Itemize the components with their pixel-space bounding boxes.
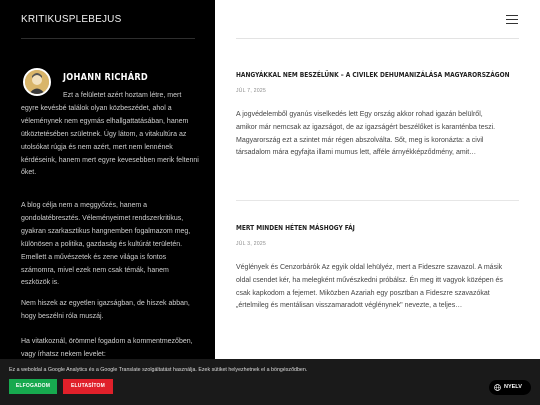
- post-excerpt: A jogvédelemből gyanús viselkedés lett Egy ország akkor rohad igazán belülről, amikor már nemcsak az igazságot, de az igazságért beszélőket is karanténba teszi. Magyarország ezt a szintet már régen abszolválta. Sőt, meg is koronázta: a civil társadalom mára egyfajta illami mumus lett, afféle árnyékképződmény, amit…: [236, 111, 496, 157]
- post-date: JÚL 7, 2025: [236, 88, 267, 94]
- post-excerpt: Véglények és Cenzorbárók Az egyik oldal lehülyéz, mert a Fideszre szavazol. A másik oldal csendet kér, ha melegként művészkedni próbálsz. Én meg itt vagyok középen és csak kapkodom a fejemet. Miközben Azariah egy posztban a Fideszre szavazókat „értelmileg és mentálisan visszamaradott véglénynek" nevezte, a teljes…: [236, 264, 503, 310]
- author-bio-paragraph: Nem hiszek az egyetlen igazságban, de hiszek abban, hogy beszélni róla muszáj.: [21, 300, 190, 320]
- author-name: JOHANN RICHÁRD: [63, 72, 148, 83]
- language-button[interactable]: [489, 380, 531, 395]
- header-divider: [236, 38, 519, 39]
- reject-cookies-button[interactable]: ELUTASÍTOM: [63, 379, 113, 394]
- post-date: JÚL 3, 2025: [236, 241, 267, 247]
- post-card: [236, 70, 510, 160]
- author-bio-paragraph: Ezt a felületet azért hoztam létre, mert egyre kevésbé találok olyan közbeszédet, ahol a véleménynek nem egymás elhallgattatásában, hanem ütköztetésében születnek. Úgy látom, a vitakultúra az utolsókat rúgja és nem azért, mert nem lennének kérdéseink, hanem mert egyre kevesebben merik feltenni őket.: [21, 92, 199, 177]
- sidebar: [0, 0, 215, 405]
- hamburger-icon[interactable]: [506, 15, 518, 25]
- author-bio-paragraph: A blog célja nem a meggyőzés, hanem a gondolatébresztés. Véleményeimet rendszerkritikus, gyakran szarkasztikus hangnemben fogalmazom meg, különösen a politika, gazdaság és kultúrát területén. Emellett a művészetek és zene világa is fontos számomra, mivel ezek nem csak témák, hanem eszközök is.: [21, 202, 191, 287]
- post-separator: [236, 200, 519, 201]
- post-card: [236, 223, 506, 313]
- sidebar-divider: [21, 38, 195, 39]
- language-label: NYELV: [504, 384, 522, 390]
- post-title[interactable]: HANGYÁKKAL NEM BESZÉLÜNK – A CIVILEK DEHUMANIZÁLÁSA MAGYARORSZÁGON: [236, 70, 510, 79]
- globe-icon: [494, 384, 501, 391]
- author-bio-paragraph: Ha vitatkoznál, örömmel fogadom a kommentmezőben, vagy írhatsz nekem levelet:: [21, 338, 193, 358]
- cookie-text: Ez a weboldal a Google Analytics és a Google Translate szolgáltatást használja. Ezek sütiket helyezhetnek el a böngésződben.: [9, 367, 308, 373]
- accept-cookies-button[interactable]: ELFOGADOM: [9, 379, 57, 394]
- site-title[interactable]: KRITIKUSPLEBEJUS: [21, 14, 122, 25]
- post-title[interactable]: MERT MINDEN HÉTEN MÁSHOGY FÁJ: [236, 223, 355, 232]
